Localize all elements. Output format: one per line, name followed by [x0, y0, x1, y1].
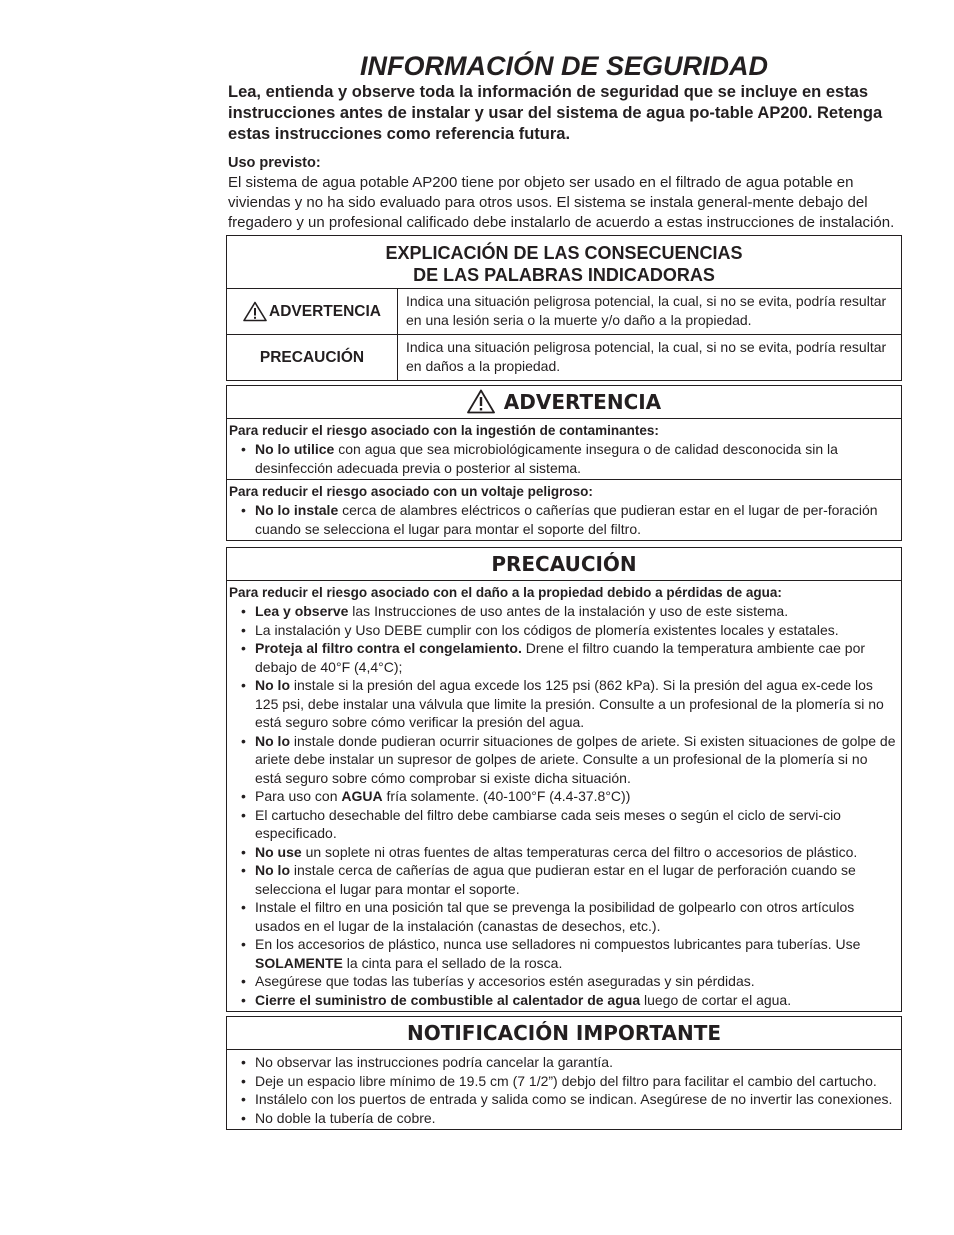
warning-section-contaminants [227, 419, 901, 479]
intended-use-heading: Uso previsto: [228, 155, 321, 171]
item-pre: Para uso con [255, 788, 342, 804]
item-text: la cinta para el sellado de la rosca. [342, 954, 563, 971]
list-item [229, 972, 897, 991]
warning-section-heading: Para reducir el riesgo asociado con un voltaje peligroso: [229, 484, 593, 499]
list-item: • Instálelo con los puertos de entrada y salida como se indican. Asegúrese de no invertir las conexiones. [229, 1090, 897, 1109]
item-text: cerca de alambres eléctricos o cañerías que pudieran estar en el lugar de per-foración cuando se selecciona el lugar para montar el soporte del filtro. [255, 502, 878, 537]
signal-word-caution-label: PRECAUCIÓN [227, 335, 398, 380]
item-text: Asegúrese que todas las tuberías y accesorios estén aseguradas y sin pérdidas. [255, 973, 755, 989]
signal-word-warning-label: ADVERTENCIA [269, 302, 381, 320]
item-bold: No lo [255, 677, 290, 693]
item-text: instale si la presión del agua excede los 125 psi (862 kPa). Si la presión del agua ex-cede los 125 psi, debe instalar una válvula que limite la presión. Consulte a un profesional de la plomería si no está seguro sobre cómo verificar la presión del agua. [255, 677, 884, 730]
item-text: instale donde pudieran ocurrir situaciones de golpes de ariete. Si existen situaciones de golpe de ariete debe instalar un supresor de golpes de ariete. Consulte a un profesional de la plomería si no está seguro sobre cómo comprobar si existe dicha situación. [255, 732, 896, 786]
item-bold: SOLAMENTE [255, 954, 343, 971]
item-bold: Lea y observe [255, 603, 349, 619]
list-item [229, 621, 897, 640]
intro-text: Lea, entienda y observe toda la información de seguridad que se incluye en estas instrucciones antes de instalar y usar del sistema de agua po-table AP200. Retenga estas instrucciones como referencia futura. [228, 83, 883, 143]
warning-list [229, 440, 897, 477]
caution-box [226, 547, 902, 1012]
warning-section-heading: Para reducir el riesgo asociado con la ingestión de contaminantes: [229, 423, 659, 438]
item-text: luego de cortar el agua. [640, 991, 792, 1008]
safety-page [226, 50, 902, 1130]
item-bold: No lo [255, 732, 290, 749]
item-bold: Cierre el suministro de combustible al calentador de agua [255, 991, 641, 1008]
signal-word-warning-desc: Indica una situación peligrosa potencial, la cual, si no se evita, podría resultar en una lesión seria o la muerte y/o daño a la propiedad. [406, 293, 887, 328]
list-item [229, 991, 897, 1010]
caution-title: PRECAUCIÓN [227, 548, 901, 581]
item-text: un soplete ni otras fuentes de altas temperaturas cerca del filtro o accesorios de plástico. [301, 843, 858, 860]
signal-words-rows [227, 289, 901, 380]
warning-list [229, 501, 897, 538]
item-bold: No lo utilice [255, 441, 335, 457]
item-bold: AGUA [341, 788, 383, 804]
item-text: Drene el filtro cuando la temperatura ambiente cae por debajo de 40°F (4,4°C); [255, 640, 866, 675]
signal-row-warning [227, 289, 901, 334]
signal-words-title [227, 236, 901, 289]
item-text: fría solamente. (40-100°F (4.4-37.8°C)) [382, 788, 631, 804]
intended-use-text: El sistema de agua potable AP200 tiene por objeto ser usado en el filtrado de agua potable en viviendas y no ha sido evaluado para otros usos. El sistema se instala general-mente debajo del fregadero y un profesional calificado debe instalarlo de acuerdo a estas instrucciones de instalación. [228, 174, 895, 231]
list-item [229, 501, 897, 538]
list-item [229, 806, 897, 843]
list-item: • No observar las instrucciones podría cancelar la garantía. [229, 1053, 897, 1072]
list-item [229, 898, 897, 935]
item-bold: No use [255, 843, 302, 860]
list-item [229, 676, 897, 732]
warning-box [226, 385, 902, 541]
signal-words-table [226, 235, 902, 381]
list-item [229, 843, 897, 862]
item-bold: No lo [255, 862, 290, 878]
caution-section [227, 581, 901, 1011]
list-item [229, 861, 897, 898]
list-item [229, 602, 897, 621]
warning-triangle-icon [243, 301, 267, 322]
page-title: INFORMACIÓN DE SEGURIDAD [359, 51, 768, 81]
item-text: con agua que sea microbiológicamente insegura o de calidad desconocida sin la desinfección adecuada previa o posterior al sistema. [255, 441, 838, 476]
item-text: Instale el filtro en una posición tal que se prevenga la posibilidad de golpearlo con otros artículos usados en el lugar de la instalación (canastas de desechos, etc.). [255, 899, 855, 934]
item-text: las Instrucciones de uso antes de la instalación y uso de este sistema. [348, 603, 789, 619]
item-text: instale cerca de cañerías de agua que pudieran estar en el lugar de perforación cuando se selecciona el lugar para montar el soporte. [255, 862, 856, 897]
item-text: El cartucho desechable del filtro debe cambiarse cada seis meses o según el ciclo de servi-cio especificado. [255, 806, 841, 841]
list-item [229, 639, 897, 676]
list-item [229, 787, 897, 806]
list-item [229, 935, 897, 972]
item-bold: No lo instale [255, 502, 339, 518]
item-text: La instalación y Uso DEBE cumplir con los códigos de plomería existentes locales y estatales. [255, 621, 839, 638]
warning-title: ADVERTENCIA [503, 390, 662, 414]
item-pre: En los accesorios de plástico, nunca use selladores ni compuestos lubricantes para tuberías. Use [255, 936, 861, 952]
signal-row-caution [227, 334, 901, 380]
caution-list [229, 602, 897, 1009]
warning-header [227, 386, 901, 419]
notice-box [226, 1016, 902, 1130]
signal-word-warning [227, 289, 398, 334]
notice-list [229, 1053, 897, 1127]
signal-word-caution-desc: Indica una situación peligrosa potencial, la cual, si no se evita, podría resultar en daños a la propiedad. [406, 339, 887, 374]
signal-words-title-line1: EXPLICACIÓN DE LAS CONSECUENCIAS [385, 243, 743, 263]
warning-section-voltage [227, 479, 901, 540]
list-item [229, 732, 897, 788]
list-item: • No doble la tubería de cobre. [229, 1109, 897, 1128]
notice-section [227, 1050, 901, 1129]
list-item [229, 440, 897, 477]
caution-heading: Para reducir el riesgo asociado con el daño a la propiedad debido a pérdidas de agua: [229, 585, 782, 600]
warning-triangle-icon [467, 389, 495, 414]
notice-title: NOTIFICACIÓN IMPORTANTE [227, 1017, 901, 1050]
signal-words-title-line2: DE LAS PALABRAS INDICADORAS [413, 265, 715, 285]
list-item: • Deje un espacio libre mínimo de 19.5 cm (7 1/2”) debjo del filtro para facilitar el cambio del cartucho. [229, 1072, 897, 1091]
item-bold: Proteja al filtro contra el congelamiento. [255, 640, 522, 656]
